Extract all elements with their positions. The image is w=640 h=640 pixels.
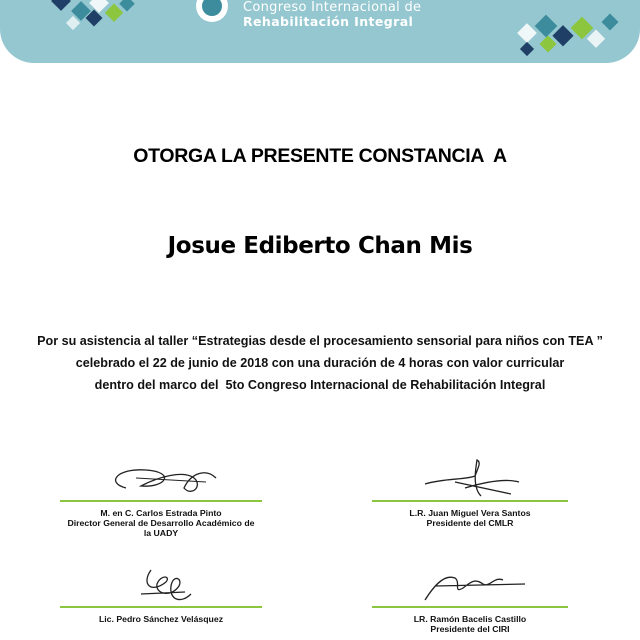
signature-block-2 [372, 458, 568, 528]
certificate-body [20, 330, 620, 396]
signature-scribble-3 [111, 564, 211, 606]
body-line: celebrado el 22 de junio de 2018 con una duración de 4 horas con valor curricular [75, 356, 565, 370]
recipient-name: Josue Ediberto Chan Mis [167, 233, 473, 259]
body-line: dentro del marco del 5to Congreso Internacional de Rehabilitación Integral [94, 378, 546, 392]
signatory-name: M. en C. Carlos Estrada Pinto [100, 508, 222, 518]
signatory-role: Presidente del CIRI [430, 624, 510, 634]
congress-name-line1: Congreso Internacional de [243, 0, 422, 15]
header-banner [0, 0, 640, 63]
signature-line [60, 606, 262, 608]
signature-block-1 [60, 458, 262, 538]
signature-scribble-2 [415, 458, 525, 500]
signature-scribble-4 [405, 564, 535, 606]
body-line: Por su asistencia al taller “Estrategias desde el procesamiento sensorial para niños con TEA ” [37, 334, 603, 348]
signatory-name: L.R. Juan Miguel Vera Santos [409, 508, 531, 518]
signature-line [60, 500, 262, 502]
signatory-role: Presidente del CMLR [426, 518, 514, 528]
signature-line [372, 500, 568, 502]
signatory-name: Lic. Pedro Sánchez Velásquez [98, 614, 224, 624]
congress-name-line2: Rehabilitación Integral [243, 14, 414, 29]
signatory-name: LR. Ramón Bacelis Castillo [413, 614, 527, 624]
certificate-heading: OTORGA LA PRESENTE CONSTANCIA A [133, 145, 507, 167]
signature-block-3 [60, 564, 262, 624]
signature-line [372, 606, 568, 608]
signature-block-4 [372, 564, 568, 634]
signatory-role: Director General de Desarrollo Académico de [67, 518, 255, 528]
signature-scribble-1 [96, 458, 226, 500]
signatory-role: la UADY [143, 528, 179, 538]
